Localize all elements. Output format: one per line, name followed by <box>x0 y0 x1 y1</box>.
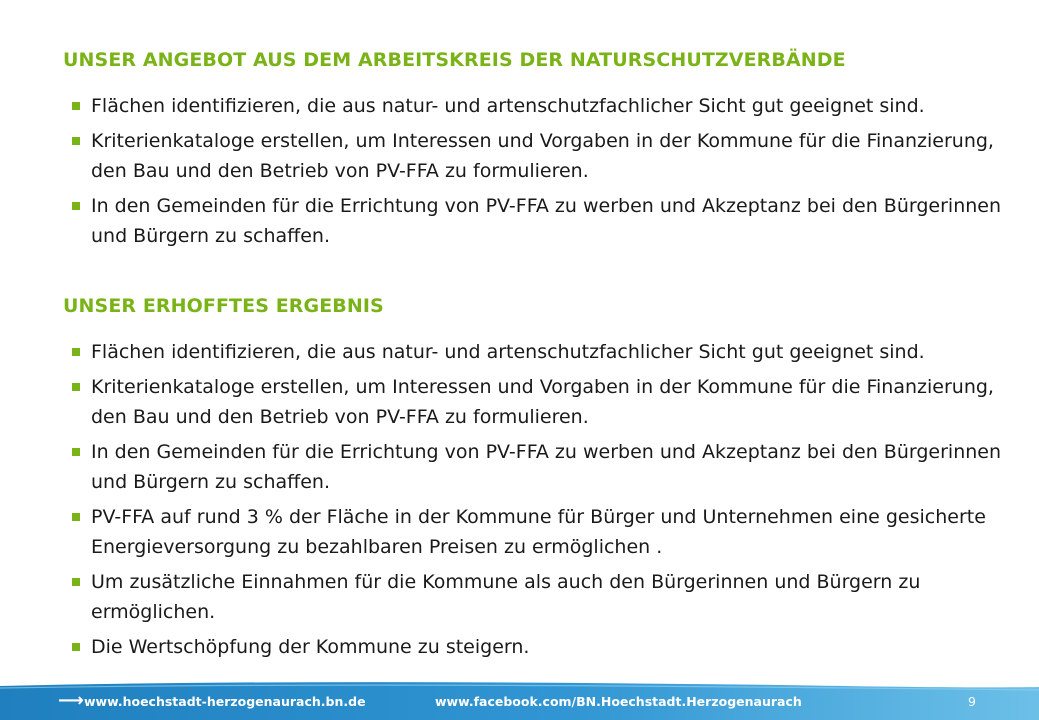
section-title-result: UNSER ERHOFFTES ERGEBNIS <box>63 295 384 317</box>
list-item <box>72 91 1002 121</box>
square-bullet-icon <box>72 643 80 651</box>
arrow-right-icon: ⟶ <box>58 690 84 711</box>
list-item <box>72 372 1002 432</box>
list-item-text: Kriterienkataloge erstellen, um Interessen und Vorgaben in der Kommune für die Finanzierung, den Bau und den Betrieb von PV-FFA zu formulieren. <box>91 130 994 182</box>
square-bullet-icon <box>72 448 80 456</box>
list-item <box>72 567 1002 627</box>
list-item-text: Die Wertschöpfung der Kommune zu steigern. <box>91 636 530 658</box>
list-item <box>72 502 1002 562</box>
square-bullet-icon <box>72 202 80 210</box>
list-item <box>72 126 1002 186</box>
result-bullet-list <box>72 337 1002 667</box>
list-item-text: Flächen identifizieren, die aus natur- und artenschutzfachlicher Sicht gut geeignet sind. <box>91 95 925 117</box>
list-item-text: PV-FFA auf rund 3 % der Fläche in der Kommune für Bürger und Unternehmen eine gesicherte Energieversorgung zu bezahlbaren Preisen zu ermöglichen . <box>91 506 986 558</box>
list-item-text: Kriterienkataloge erstellen, um Interessen und Vorgaben in der Kommune für die Finanzierung, den Bau und den Betrieb von PV-FFA zu formulieren. <box>91 376 994 428</box>
page-number: 9 <box>968 694 976 709</box>
facebook-link[interactable]: www.facebook.com/BN.Hoechstadt.Herzogenaurach <box>435 694 802 709</box>
list-item-text: Um zusätzliche Einnahmen für die Kommune als auch den Bürgerinnen und Bürgern zu ermöglichen. <box>91 571 921 623</box>
list-item <box>72 437 1002 497</box>
list-item-text: In den Gemeinden für die Errichtung von PV-FFA zu werben und Akzeptanz bei den Bürgerinnen und Bürgern zu schaffen. <box>91 441 1002 493</box>
list-item <box>72 191 1002 251</box>
square-bullet-icon <box>72 102 80 110</box>
website-link[interactable]: www.hoechstadt-herzogenaurach.bn.de <box>84 694 366 709</box>
square-bullet-icon <box>72 137 80 145</box>
list-item <box>72 337 1002 367</box>
list-item-text: In den Gemeinden für die Errichtung von PV-FFA zu werben und Akzeptanz bei den Bürgerinnen und Bürgern zu schaffen. <box>91 195 1002 247</box>
list-item <box>72 632 1002 662</box>
square-bullet-icon <box>72 383 80 391</box>
square-bullet-icon <box>72 578 80 586</box>
square-bullet-icon <box>72 348 80 356</box>
square-bullet-icon <box>72 513 80 521</box>
list-item-text: Flächen identifizieren, die aus natur- und artenschutzfachlicher Sicht gut geeignet sind. <box>91 341 925 363</box>
section-title-offer: UNSER ANGEBOT AUS DEM ARBEITSKREIS DER NATURSCHUTZVERBÄNDE <box>63 49 846 71</box>
offer-bullet-list <box>72 91 1002 256</box>
footer-bar <box>0 680 1039 720</box>
